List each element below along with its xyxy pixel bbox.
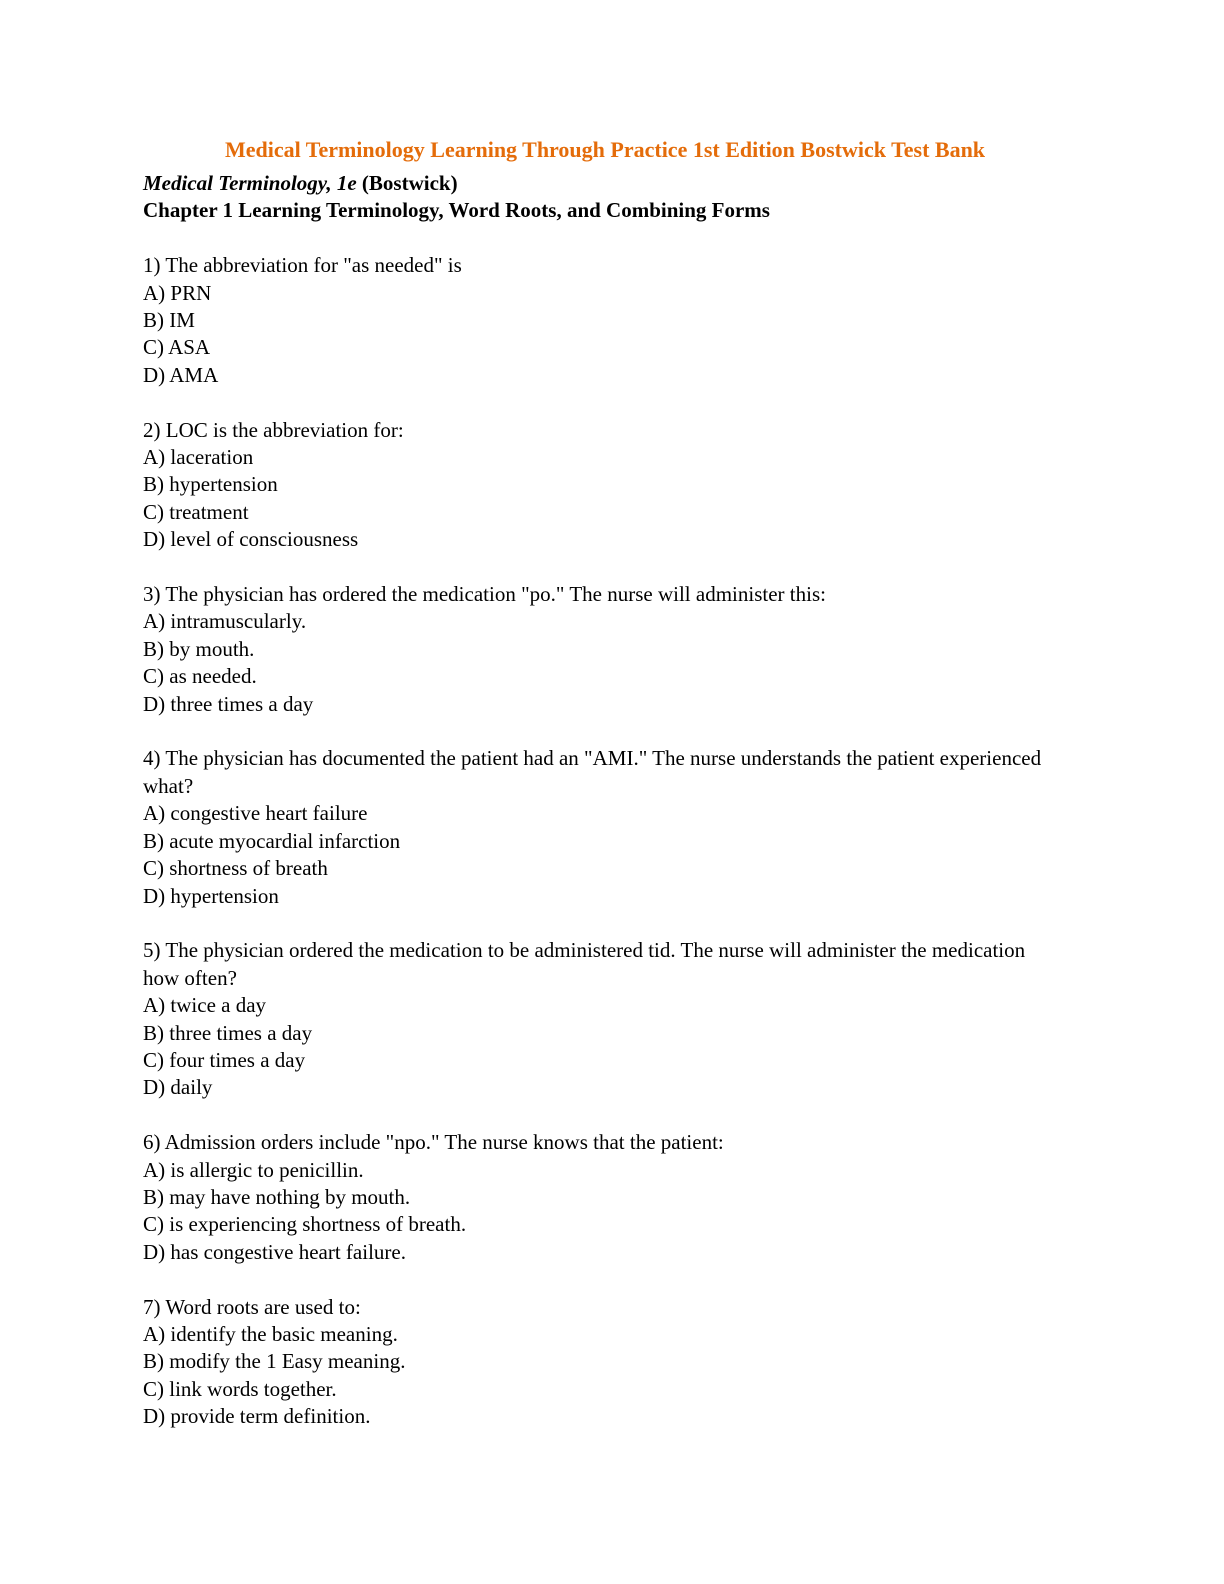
book-title: Medical Terminology, 1e	[143, 171, 357, 195]
question-stem: 1) The abbreviation for "as needed" is	[143, 253, 462, 278]
book-title-line	[143, 170, 1063, 197]
answer-option: C) as needed.	[143, 664, 257, 689]
answer-option: B) modify the 1 Easy meaning.	[143, 1349, 406, 1374]
answer-option: D) hypertension	[143, 883, 279, 908]
book-author: (Bostwick)	[356, 171, 458, 195]
question-stem: 7) Word roots are used to:	[143, 1294, 361, 1319]
answer-option: C) treatment	[143, 499, 249, 524]
question-stem: 2) LOC is the abbreviation for:	[143, 417, 404, 442]
answer-option: C) shortness of breath	[143, 856, 328, 881]
answer-option: A) PRN	[143, 280, 212, 305]
chapter-heading: Chapter 1 Learning Terminology, Word Roots, and Combining Forms	[143, 198, 770, 223]
answer-option: A) identify the basic meaning.	[143, 1321, 398, 1346]
answer-option: B) may have nothing by mouth.	[143, 1184, 411, 1209]
answer-option: B) hypertension	[143, 472, 278, 497]
answer-option: A) twice a day	[143, 993, 267, 1018]
answer-option: B) three times a day	[143, 1020, 313, 1045]
question-2	[143, 417, 1063, 554]
answer-option: D) provide term definition.	[143, 1404, 371, 1429]
answer-option: C) link words together.	[143, 1376, 337, 1401]
question-4	[143, 745, 1063, 909]
answer-option: D) daily	[143, 1075, 213, 1100]
question-3	[143, 581, 1063, 718]
question-stem: 4) The physician has documented the patient had an "AMI." The nurse understands the patient experienced what?	[143, 746, 1042, 798]
answer-option: A) is allergic to penicillin.	[143, 1157, 364, 1182]
question-5	[143, 937, 1063, 1101]
question-stem: 3) The physician has ordered the medication "po." The nurse will administer this:	[143, 582, 826, 607]
document-body	[143, 170, 1063, 1458]
answer-option: D) level of consciousness	[143, 527, 359, 552]
question-stem: 5) The physician ordered the medication to be administered tid. The nurse will administer the medication how often?	[143, 938, 1026, 990]
answer-option: A) intramuscularly.	[143, 609, 307, 634]
answer-option: B) acute myocardial infarction	[143, 828, 401, 853]
answer-option: C) is experiencing shortness of breath.	[143, 1212, 467, 1237]
answer-option: C) ASA	[143, 335, 211, 360]
question-7	[143, 1294, 1063, 1431]
answer-option: B) by mouth.	[143, 636, 255, 661]
question-1	[143, 252, 1063, 389]
question-stem: 6) Admission orders include "npo." The nurse knows that the patient:	[143, 1130, 724, 1155]
answer-option: C) four times a day	[143, 1047, 306, 1072]
answer-option: D) has congestive heart failure.	[143, 1239, 406, 1264]
document-title: Medical Terminology Learning Through Practice 1st Edition Bostwick Test Bank	[224, 137, 986, 162]
answer-option: D) three times a day	[143, 691, 314, 716]
question-6	[143, 1129, 1063, 1266]
answer-option: D) AMA	[143, 362, 219, 387]
answer-option: A) congestive heart failure	[143, 801, 368, 826]
answer-option: A) laceration	[143, 445, 254, 470]
answer-option: B) IM	[143, 308, 195, 333]
